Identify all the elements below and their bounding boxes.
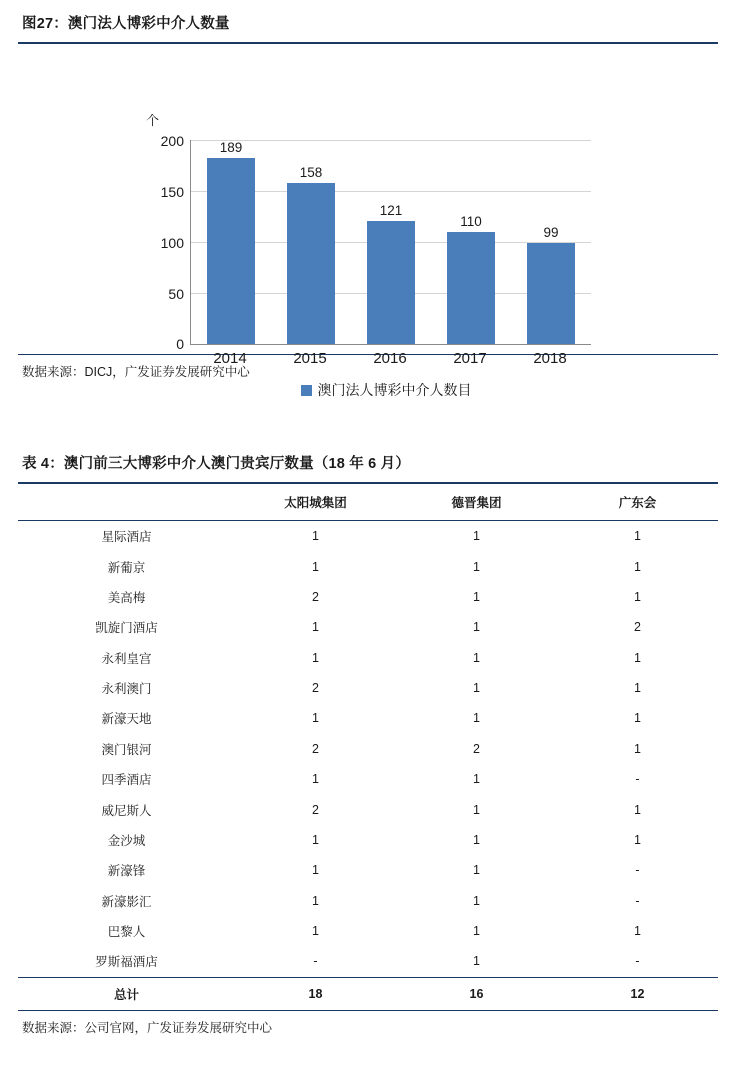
cell-total: 12 (630, 986, 645, 1001)
cell-value: 1 (634, 589, 641, 604)
row-label-total: 总计 (113, 987, 139, 1002)
cell-total: 16 (469, 986, 484, 1001)
table-row (18, 764, 718, 794)
row-label: 新葡京 (107, 560, 146, 575)
table-row (18, 703, 718, 733)
x-tick-label: 2016 (373, 350, 407, 367)
y-tick-label: 100 (160, 235, 184, 251)
bar-2016 (367, 221, 415, 344)
x-tick-label: 2018 (533, 350, 567, 367)
chart-legend (18, 380, 736, 400)
cell-value: 2 (473, 741, 480, 756)
column-header-suncity: 太阳城集团 (284, 496, 347, 510)
cell-value: - (635, 954, 640, 969)
table-source: 数据来源：公司官网，广发证券发展研究中心 (22, 1020, 273, 1035)
figure-source: 数据来源：DICJ，广发证券发展研究中心 (22, 365, 250, 379)
cell-value: 1 (312, 559, 319, 574)
cell-value: 1 (634, 711, 641, 726)
cell-value: 2 (312, 802, 319, 817)
cell-value: 1 (312, 620, 319, 635)
cell-value: 2 (634, 620, 641, 635)
bar-item (431, 140, 511, 344)
bar-2017 (447, 232, 495, 344)
row-label: 威尼斯人 (101, 803, 152, 818)
column-header-name (18, 484, 235, 521)
cell-value: 1 (473, 772, 480, 787)
x-axis-labels (190, 350, 590, 367)
bar-item (271, 140, 351, 344)
table-body (18, 521, 718, 1010)
figure-title: 图27：澳门法人博彩中介人数量 (22, 16, 230, 32)
row-label: 永利皇宫 (101, 651, 152, 666)
y-tick-label: 50 (168, 286, 184, 302)
cell-value: 1 (634, 529, 641, 544)
cell-value: - (635, 863, 640, 878)
table-row (18, 551, 718, 581)
x-tick-label: 2015 (293, 350, 327, 367)
x-tick-label: 2014 (213, 350, 247, 367)
table-row (18, 521, 718, 552)
cell-value: 1 (473, 559, 480, 574)
x-tick-label: 2017 (453, 350, 487, 367)
cell-value: 1 (312, 863, 319, 878)
bar-value-label: 121 (379, 202, 403, 218)
legend-label: 澳门法人博彩中介人数目 (317, 382, 472, 398)
cell-value: 1 (473, 650, 480, 665)
table-row (18, 582, 718, 612)
cell-value: - (635, 893, 640, 908)
row-label: 新濠天地 (101, 712, 152, 727)
figure-block (18, 0, 718, 398)
cell-value: 1 (312, 924, 319, 939)
bar-value-label: 189 (219, 140, 243, 155)
chart-plot-area (160, 133, 591, 352)
cell-value: 1 (634, 802, 641, 817)
bar-2018 (527, 243, 575, 344)
cell-value: 1 (312, 893, 319, 908)
data-table (18, 484, 718, 1010)
row-label: 澳门银河 (101, 742, 152, 757)
bar-series (191, 140, 591, 344)
cell-value: 1 (473, 954, 480, 969)
row-label: 四季酒店 (101, 773, 152, 788)
table-row (18, 673, 718, 703)
table-title: 表 4：澳门前三大博彩中介人澳门贵宾厅数量（18 年 6 月） (22, 456, 411, 472)
cell-value: - (313, 954, 318, 969)
cell-value: 1 (473, 620, 480, 635)
y-tick-label: 150 (160, 184, 184, 200)
cell-value: 1 (473, 529, 480, 544)
cell-value: 1 (634, 741, 641, 756)
row-label: 星际酒店 (101, 530, 152, 545)
bar-2015 (287, 183, 335, 344)
row-label: 新濠影汇 (101, 894, 152, 909)
bar-value-label: 110 (460, 213, 482, 229)
row-label: 永利澳门 (101, 682, 152, 697)
table-row (18, 643, 718, 673)
cell-value: 1 (473, 832, 480, 847)
row-label: 巴黎人 (107, 925, 146, 940)
y-tick-label: 200 (160, 133, 184, 149)
cell-value: 1 (634, 681, 641, 696)
row-label: 凯旋门酒店 (95, 621, 158, 636)
row-label: 金沙城 (107, 833, 146, 848)
row-label: 新濠锋 (107, 864, 146, 879)
cell-value: 1 (473, 802, 480, 817)
cell-value: 1 (473, 893, 480, 908)
cell-value: 1 (312, 832, 319, 847)
row-label: 美高梅 (107, 590, 146, 605)
cell-value: 1 (312, 711, 319, 726)
cell-value: 1 (634, 559, 641, 574)
table-row (18, 886, 718, 916)
y-tick-label: 0 (176, 336, 184, 352)
column-header-tak-chun: 德晋集团 (451, 496, 502, 510)
bar-item (191, 140, 271, 344)
table-header-row (18, 484, 718, 521)
cell-value: 1 (473, 711, 480, 726)
cell-value: 1 (473, 681, 480, 696)
cell-value: 1 (634, 832, 641, 847)
column-header-guangdong: 广东会 (618, 496, 657, 510)
table-row (18, 946, 718, 977)
table-total-row (18, 977, 718, 1010)
table-row (18, 855, 718, 885)
table-row (18, 916, 718, 946)
cell-value: 1 (473, 589, 480, 604)
cell-value: - (635, 772, 640, 787)
y-axis-unit-label: 个 (146, 113, 160, 128)
cell-value: 1 (634, 650, 641, 665)
cell-value: 1 (473, 924, 480, 939)
cell-value: 1 (634, 924, 641, 939)
cell-value: 1 (312, 650, 319, 665)
table-row (18, 825, 718, 855)
table-header (18, 484, 718, 521)
bar-item (351, 140, 431, 344)
cell-value: 2 (312, 681, 319, 696)
bar-value-label: 158 (299, 164, 323, 180)
cell-total: 18 (308, 986, 323, 1001)
row-label: 罗斯福酒店 (95, 955, 158, 970)
table-row (18, 734, 718, 764)
cell-value: 1 (312, 772, 319, 787)
legend-swatch-icon (301, 385, 312, 396)
cell-value: 2 (312, 589, 319, 604)
bar-2014 (207, 158, 255, 344)
figure-title-rule (18, 42, 718, 44)
cell-value: 1 (473, 863, 480, 878)
cell-value: 1 (312, 529, 319, 544)
bar-value-label: 99 (543, 225, 559, 240)
table-block (18, 452, 718, 1036)
table-row (18, 794, 718, 824)
table-row (18, 612, 718, 642)
bar-item (511, 140, 591, 344)
cell-value: 2 (312, 741, 319, 756)
